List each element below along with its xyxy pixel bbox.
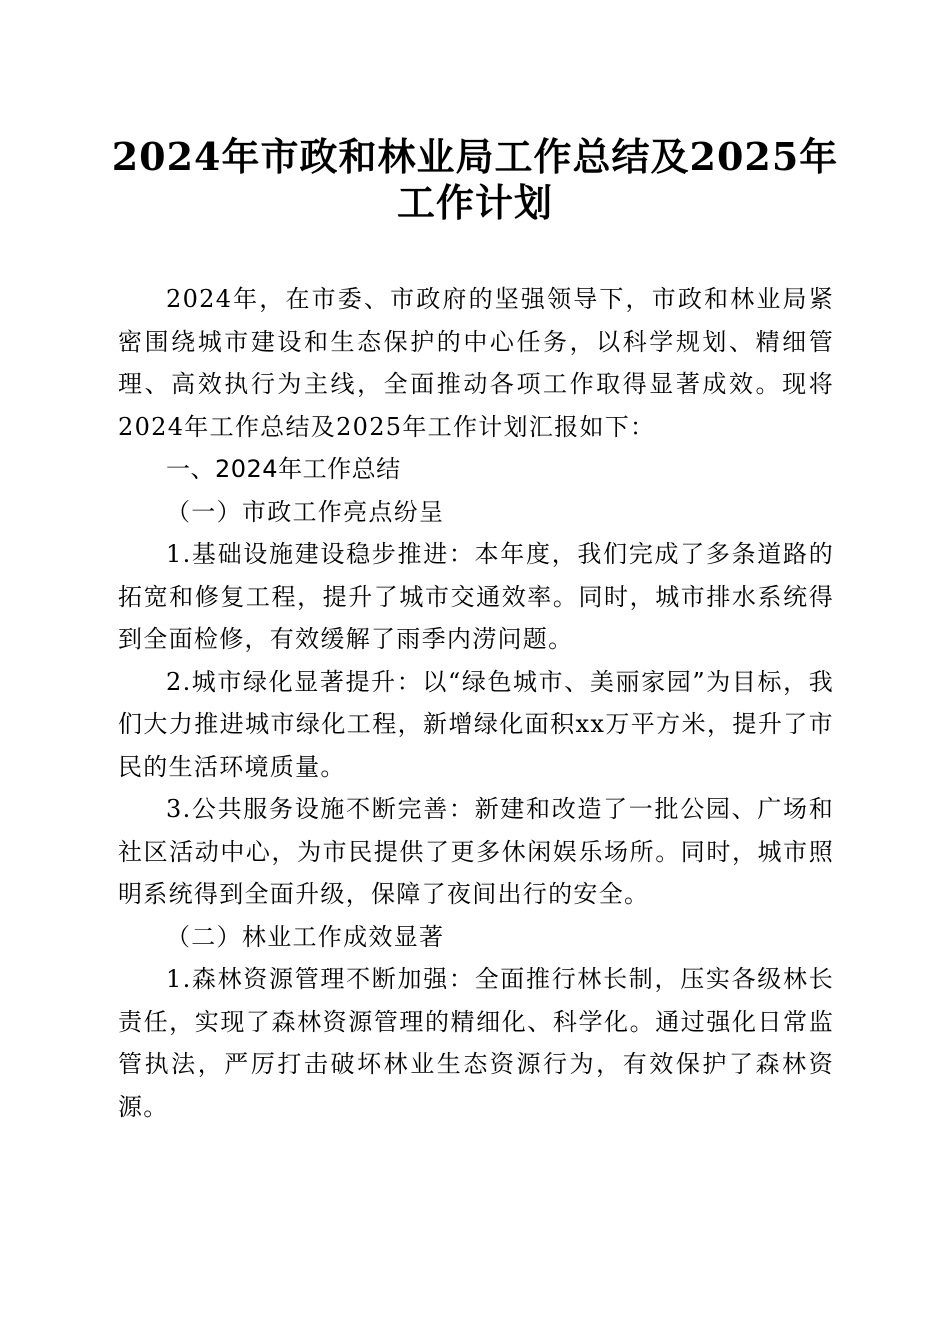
section-heading-work-summary: 一、2024年工作总结 xyxy=(166,455,401,483)
municipal-item-infrastructure: 1.基础设施建设稳步推进：本年度，我们完成了多条道路的拓宽和修复工程，提升了城市交通效率。同时，城市排水系统得到全面检修，有效缓解了雨季内涝问题。 xyxy=(118,540,834,653)
document-body xyxy=(118,278,834,1128)
forestry-item-resource-management: 1.森林资源管理不断加强：全面推行林长制，压实各级林长责任，实现了森林资源管理的精细化、科学化。通过强化日常监管执法，严厉打击破坏林业生态资源行为，有效保护了森林资源。 xyxy=(118,965,834,1121)
municipal-item-public-services: 3.公共服务设施不断完善：新建和改造了一批公园、广场和社区活动中心，为市民提供了更多休闲娱乐场所。同时，城市照明系统得到全面升级，保障了夜间出行的安全。 xyxy=(118,795,834,908)
intro-paragraph: 2024年，在市委、市政府的坚强领导下，市政和林业局紧密围绕城市建设和生态保护的中心任务，以科学规划、精细管理、高效执行为主线，全面推动各项工作取得显著成效。现将2024年工作总结及2025年工作计划汇报如下： xyxy=(118,285,834,441)
municipal-item-greening: 2.城市绿化显著提升：以“绿色城市、美丽家园”为目标，我们大力推进城市绿化工程，新增绿化面积xx万平方米，提升了市民的生活环境质量。 xyxy=(118,667,834,781)
subsection-heading-forestry: （二）林业工作成效显著 xyxy=(166,922,445,951)
document-title: 2024年市政和林业局工作总结及2025年工作计划 xyxy=(111,134,839,225)
subsection-heading-municipal: （一）市政工作亮点纷呈 xyxy=(166,497,445,526)
